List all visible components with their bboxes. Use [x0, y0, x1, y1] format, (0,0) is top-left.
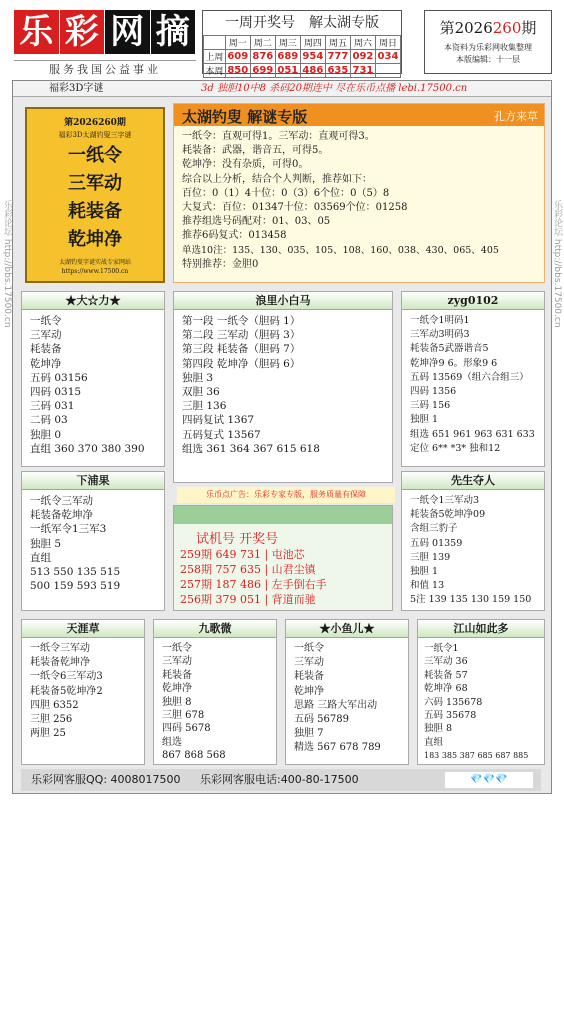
lottery-results-topbar	[174, 506, 392, 524]
expert-box-jiangshan	[417, 619, 545, 765]
cover-line: 一纸令	[68, 145, 122, 166]
column-line: 耗装备：武器，谐音五，可得5。	[182, 145, 329, 157]
box-line: 耗装备 57	[424, 669, 468, 681]
weekly-draw-title: 一周开奖号 解太湖专版	[225, 15, 379, 31]
box-line: 一纸令三军动	[30, 643, 90, 654]
box-line: 三军动	[294, 657, 324, 669]
subbar-title: 福彩3D字谜	[49, 83, 104, 94]
box-title: 先生夺人	[402, 472, 544, 490]
box-line: 第四段 乾坤净（胆码 6）	[182, 357, 301, 370]
footer-phone[interactable]: 乐彩网客服电话:400-80-17500	[200, 773, 359, 786]
box-line: 乾坤净	[294, 685, 324, 697]
expert-box-jiuge	[153, 619, 277, 765]
box-line: 五码 35678	[424, 710, 477, 722]
box-title: 下浦果	[22, 472, 164, 490]
box-line: 513 550 135 515	[30, 566, 121, 579]
cover-line: 三军动	[68, 173, 122, 194]
column-line: 大复式：百位：01347十位：03569个位：01258	[182, 202, 408, 214]
box-line: 精选 567 678 789	[294, 742, 381, 754]
box-line: 三胆 256	[30, 714, 73, 726]
box-line: 独胆 0	[30, 428, 62, 441]
ad-bar[interactable]: 乐币点广告：乐彩专家专版，服务质量有保障	[177, 487, 395, 503]
box-line: 867 868 568	[162, 750, 226, 762]
box-line: 三码 156	[410, 400, 451, 412]
column-title: 太湖钓叟 解谜专版	[182, 108, 308, 126]
box-line: 二码 03	[30, 414, 68, 427]
day-header: 周三	[275, 36, 300, 50]
gem-icons: 💎💎💎	[445, 772, 533, 788]
row-label: 上周	[204, 50, 226, 64]
box-line: 一纸令1	[424, 643, 459, 654]
box-line: 四码复试 1367	[182, 414, 255, 427]
box-line: 独胆 8	[424, 723, 453, 735]
box-line: 和值 13	[410, 580, 445, 592]
column-header	[174, 104, 544, 126]
box-line: 三胆 678	[162, 710, 205, 722]
box-line: 三码 031	[30, 400, 75, 413]
box-title: 浪里小白马	[174, 292, 392, 310]
expert-box-xiansheng	[401, 471, 545, 611]
box-line: 第一段 一纸令（胆码 1）	[182, 315, 301, 327]
box-line: 独胆 8	[162, 696, 192, 708]
column-line: 推荐组选号码配对：01、03、05	[182, 216, 331, 228]
box-line: 独胆 3	[182, 371, 214, 384]
day-header: 周二	[250, 36, 275, 50]
draw-number: 876	[250, 50, 275, 64]
column-line: 推荐6码复式：013458	[182, 230, 287, 242]
box-line: 五码复式 13567	[182, 428, 261, 441]
main-frame	[12, 80, 552, 794]
footer-qq[interactable]: 乐彩网客服QQ: 4008017500	[31, 773, 181, 786]
column-line: 百位：0（1）4十位：0（3）6个位：0（5）8	[182, 187, 390, 199]
issue-num: 260	[492, 19, 522, 37]
draw-number: 954	[300, 50, 325, 64]
box-body	[22, 638, 144, 745]
box-line: 耗装备5乾坤净09	[410, 509, 486, 521]
lottery-results-list	[174, 547, 392, 607]
day-header: 周六	[350, 36, 375, 50]
draw-number: 850	[225, 64, 250, 78]
day-header: 周日	[375, 36, 400, 50]
corner-cell	[204, 36, 226, 50]
lottery-row: 258期 757 635 | 山君尘镇	[180, 563, 316, 576]
issue-note-2: 本版编辑：十一层	[456, 55, 520, 64]
column-author: 孔方来草	[494, 110, 538, 123]
box-line: 组选	[162, 736, 182, 748]
box-line: 五码 13569（组六合组三）	[410, 371, 529, 383]
box-line: 定位 6** *3* 独和12	[410, 442, 501, 454]
header	[12, 8, 552, 78]
side-watermark-right: 乐彩论坛 http://bbs.17500.cn	[552, 200, 562, 328]
box-line: 五码 56789	[294, 714, 349, 726]
lottery-row: 259期 649 731 | 屯池芯	[180, 548, 305, 561]
lottery-row: 257期 187 486 | 左手倒右手	[180, 578, 327, 591]
box-body	[402, 310, 544, 460]
cover-foot-2: https://www.17500.cn	[61, 268, 129, 275]
expert-box-xiaoyu	[285, 619, 409, 765]
box-line: 一纸令	[162, 643, 192, 654]
box-line: 五码 01359	[410, 537, 463, 549]
slogan: 服务我国公益事业	[14, 60, 196, 76]
box-line: 组选 361 364 367 615 618	[182, 442, 320, 455]
side-watermark-left: 乐彩论坛 http://bbs.17500.cn	[2, 200, 12, 328]
draw-number: 635	[325, 64, 350, 78]
draw-number: 092	[350, 50, 375, 64]
box-title: 江山如此多	[418, 620, 544, 638]
box-title: zyg0102	[402, 292, 544, 310]
box-line: 思路 三路大军出动	[294, 699, 378, 711]
draw-number: 777	[325, 50, 350, 64]
box-line: 五码 03156	[30, 371, 88, 384]
box-line: 耗装备5武器谐音5	[410, 343, 489, 355]
box-line: 三军动	[162, 656, 192, 668]
box-line: 一纸令1明码1	[410, 315, 470, 326]
box-line: 一纸令1三军动3	[410, 495, 480, 506]
expert-box-tianya	[21, 619, 145, 765]
draw-table	[203, 35, 401, 78]
expert-box-langli	[173, 291, 393, 483]
logo-char: 网	[105, 10, 150, 54]
day-header: 周一	[225, 36, 250, 50]
box-line: 一纸令	[30, 315, 62, 327]
box-line: 四码 0315	[30, 386, 82, 399]
cover-foot-1: 太湖钓叟字谜实战专家网站	[58, 259, 131, 266]
box-body	[174, 310, 392, 460]
box-line: 500 159 593 519	[30, 580, 121, 593]
box-line: 三军动	[30, 329, 62, 342]
box-line: 两胆 25	[30, 728, 66, 740]
draw-number: 731	[350, 64, 375, 78]
weekly-draw-table	[202, 10, 402, 77]
expert-box-zyg	[401, 291, 545, 467]
box-line: 独胆 1	[410, 414, 439, 426]
box-line: 乾坤净9 6。形象9 6	[410, 357, 498, 369]
lottery-results-title: 试机号 开奖号	[196, 532, 279, 547]
issue-suffix: 期	[521, 19, 537, 37]
box-line: 耗装备	[294, 671, 324, 683]
issue-number	[425, 17, 551, 38]
box-line: 三军动 36	[424, 656, 468, 668]
box-line: 一纸令6三军动3	[30, 671, 103, 683]
expert-box-dali	[21, 291, 165, 467]
logo[interactable]	[14, 10, 196, 58]
box-line: 四胆 6352	[30, 699, 79, 711]
issue-note-1: 本资料为乐彩网收集整理	[444, 43, 532, 52]
column-line: 综合以上分析，结合个人判断，推荐如下：	[182, 173, 372, 185]
cover-footer	[33, 258, 157, 276]
lottery-results	[173, 505, 393, 611]
box-line: 双胆 36	[182, 386, 220, 399]
cover-line: 乾坤净	[68, 229, 122, 250]
box-line: 直组 360 370 380 390	[30, 442, 145, 455]
box-line: 直组	[424, 736, 444, 748]
column-body	[174, 126, 544, 282]
box-title: ★小鱼儿★	[286, 620, 408, 638]
column-line: 一纸令：直观可得1。三军动：直观可得3。	[182, 131, 375, 142]
box-line: 乾坤净	[162, 683, 192, 695]
box-line: 乾坤净 68	[424, 683, 468, 695]
box-line: 5注 139 135 130 159 150	[410, 594, 532, 606]
box-line: 独胆 1	[410, 566, 439, 578]
subbar	[13, 81, 551, 97]
box-body	[286, 638, 408, 760]
day-header: 周四	[300, 36, 325, 50]
column-line: 特别推荐：金胆0	[182, 258, 259, 270]
column-line: 单选10注：135、130、035、105、108、160、038、430、065、405	[182, 244, 499, 256]
box-title: ★大☆力★	[22, 292, 164, 310]
subbar-ad-link[interactable]: 3d 独胆10中8 杀码20期连中 尽在乐币点播 lebi.17500.cn	[201, 83, 468, 94]
box-line: 四码 1356	[410, 386, 457, 398]
cover-card	[25, 107, 165, 283]
box-line: 六码 135678	[424, 696, 483, 708]
box-line: 第三段 耗装备（胆码 7）	[182, 343, 301, 356]
box-line: 三胆 139	[410, 551, 451, 563]
box-line: 第二段 三军动（胆码 3）	[182, 329, 301, 342]
logo-char: 彩	[60, 10, 105, 54]
draw-number: 034	[375, 50, 400, 64]
day-header: 周五	[325, 36, 350, 50]
expert-box-xiapu	[21, 471, 165, 611]
draw-number: 051	[275, 64, 300, 78]
lottery-row: 256期 379 051 | 背道而驰	[180, 593, 316, 606]
box-body	[154, 638, 276, 767]
box-line: 乾坤净	[30, 357, 62, 370]
draw-number: 486	[300, 64, 325, 78]
cover-line: 耗装备	[68, 201, 122, 222]
box-line: 耗装备乾坤净	[30, 509, 93, 522]
box-body	[418, 638, 544, 767]
draw-number: 699	[250, 64, 275, 78]
box-line: 一纸令	[294, 643, 324, 654]
box-title: 天涯草	[22, 620, 144, 638]
issue-note	[425, 42, 551, 66]
box-title: 九歌微	[154, 620, 276, 638]
box-line: 三胆 136	[182, 400, 227, 413]
box-line: 一纸令三军动	[30, 495, 93, 507]
draw-number	[375, 64, 400, 78]
box-line: 183 385 387 685 687 885	[424, 751, 529, 761]
draw-number: 689	[275, 50, 300, 64]
issue-prefix: 第2026	[439, 19, 493, 37]
draw-number: 609	[225, 50, 250, 64]
box-line: 独胆 5	[30, 537, 62, 550]
issue-box	[424, 10, 552, 74]
box-body	[22, 490, 164, 597]
box-line: 耗装备乾坤净	[30, 657, 90, 669]
box-line: 三军动3明码3	[410, 329, 470, 341]
box-line: 组选 651 961 963 631 633	[410, 428, 535, 440]
box-line: 耗装备5乾坤净2	[30, 685, 103, 697]
cover-subtitle: 福彩3D太湖钓叟三字谜	[58, 131, 132, 139]
row-label: 本周	[204, 64, 226, 78]
box-line: 直组	[30, 551, 51, 564]
box-body	[22, 310, 164, 460]
logo-char: 乐	[14, 10, 59, 54]
box-line: 一纸军令1三军3	[30, 523, 107, 536]
box-line: 独胆 7	[294, 728, 324, 740]
logo-char: 摘	[151, 10, 196, 54]
box-line: 含组三豹子	[410, 523, 458, 535]
box-line: 耗装备	[162, 669, 192, 681]
cover-issue: 第2026260期	[64, 118, 126, 128]
column-line: 乾坤净：没有杂质，可得0。	[182, 159, 309, 171]
box-line: 耗装备	[30, 343, 62, 356]
analysis-column	[173, 103, 545, 283]
box-line: 四码 5678	[162, 723, 211, 735]
footer-bar	[21, 769, 541, 791]
box-body	[402, 490, 544, 612]
